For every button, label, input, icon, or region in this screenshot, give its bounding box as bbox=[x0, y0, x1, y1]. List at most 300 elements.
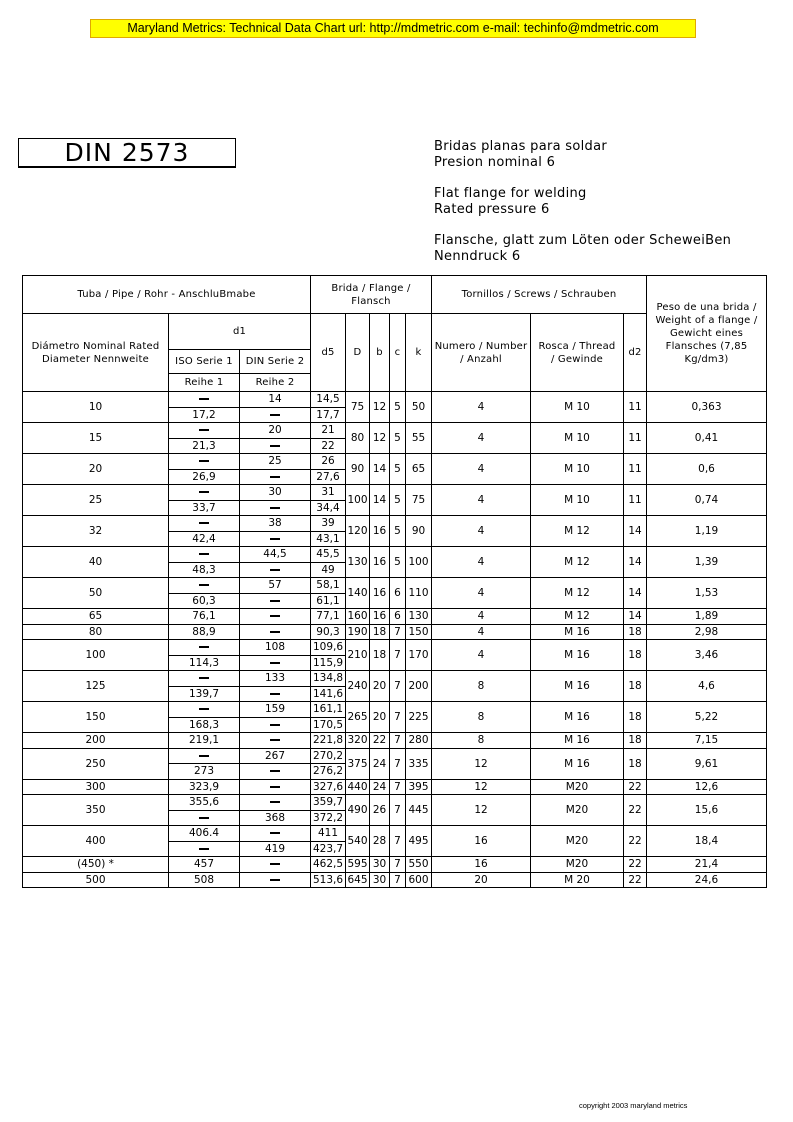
cell-c: 7 bbox=[390, 671, 406, 702]
table-row bbox=[23, 516, 767, 532]
cell-din-serie bbox=[240, 857, 311, 873]
cell-d5: 17,7 bbox=[311, 407, 346, 423]
dash-mark bbox=[199, 584, 209, 586]
header-number: Numero / Number / Anzahl bbox=[432, 314, 531, 392]
cell-d5: 359,7 bbox=[311, 795, 346, 811]
table-row bbox=[23, 671, 767, 687]
cell-d5: 161,1 bbox=[311, 702, 346, 718]
table-row bbox=[23, 609, 767, 625]
cell-iso-serie bbox=[169, 454, 240, 470]
table-row bbox=[23, 702, 767, 718]
cell-din-serie: 419 bbox=[240, 841, 311, 857]
cell-screw-number: 4 bbox=[432, 485, 531, 516]
cell-D: 375 bbox=[346, 748, 370, 779]
table-row bbox=[23, 748, 767, 764]
table-row bbox=[23, 624, 767, 640]
description-spanish bbox=[434, 139, 607, 171]
dash-mark bbox=[199, 553, 209, 555]
cell-thread: M 20 bbox=[531, 872, 624, 888]
cell-weight: 18,4 bbox=[647, 826, 767, 857]
table-row bbox=[23, 857, 767, 873]
cell-nominal-diameter: 32 bbox=[23, 516, 169, 547]
cell-c: 7 bbox=[390, 640, 406, 671]
cell-screw-number: 4 bbox=[432, 392, 531, 423]
dash-mark bbox=[199, 848, 209, 850]
cell-din-serie bbox=[240, 686, 311, 702]
cell-D: 265 bbox=[346, 702, 370, 733]
cell-weight: 2,98 bbox=[647, 624, 767, 640]
cell-iso-serie bbox=[169, 547, 240, 563]
cell-din-serie: 159 bbox=[240, 702, 311, 718]
cell-D: 160 bbox=[347, 610, 368, 623]
cell-weight: 5,22 bbox=[647, 702, 767, 733]
cell-k: 110 bbox=[406, 578, 432, 609]
cell-screw-number: 8 bbox=[432, 702, 531, 733]
header-flange-group: Brida / Flange / Flansch bbox=[311, 276, 432, 314]
cell-iso-serie: 60,3 bbox=[169, 593, 240, 609]
cell-D: 80 bbox=[346, 423, 370, 454]
header-screws-group: Tornillos / Screws / Schrauben bbox=[432, 276, 647, 314]
dash-mark bbox=[270, 863, 280, 865]
cell-weight: 0,6 bbox=[647, 454, 767, 485]
cell-iso-serie bbox=[169, 640, 240, 656]
cell-b: 30 bbox=[370, 857, 390, 873]
cell-weight: 24,6 bbox=[647, 872, 767, 888]
cell-b: 24 bbox=[370, 748, 390, 779]
cell-screw-number: 4 bbox=[432, 624, 531, 640]
description-line: Flat flange for welding bbox=[434, 186, 587, 201]
cell-thread: M 16 bbox=[531, 624, 624, 640]
cell-thread: M 10 bbox=[531, 454, 624, 485]
cell-d2: 11 bbox=[624, 392, 647, 423]
cell-thread: M 12 bbox=[531, 547, 624, 578]
cell-d5: 90,3 bbox=[311, 624, 346, 640]
cell-din-serie: 25 bbox=[240, 454, 311, 470]
cell-d2: 11 bbox=[624, 423, 647, 454]
cell-d2: 14 bbox=[624, 516, 647, 547]
cell-d5: 45,5 bbox=[311, 547, 346, 563]
header-reihe-1: Reihe 1 bbox=[169, 374, 240, 392]
cell-iso-serie: 406.4 bbox=[169, 826, 240, 842]
cell-d5: 49 bbox=[311, 562, 346, 578]
cell-din-serie: 20 bbox=[240, 423, 311, 439]
table-row bbox=[23, 640, 767, 656]
cell-iso-serie: 88,9 bbox=[169, 624, 240, 640]
cell-iso-serie: 219,1 bbox=[169, 733, 240, 749]
cell-screw-number: 12 bbox=[432, 795, 531, 826]
cell-weight: 4,6 bbox=[647, 671, 767, 702]
cell-screw-number: 20 bbox=[432, 872, 531, 888]
cell-nominal-diameter: 125 bbox=[23, 671, 169, 702]
cell-d5: 77,1 bbox=[311, 609, 346, 625]
cell-d5: 372,2 bbox=[311, 810, 346, 826]
cell-c: 7 bbox=[390, 826, 406, 857]
cell-iso-serie bbox=[169, 841, 240, 857]
cell-D: 140 bbox=[346, 578, 370, 609]
cell-din-serie bbox=[240, 733, 311, 749]
cell-d2: 18 bbox=[624, 624, 647, 640]
cell-b: 12 bbox=[370, 423, 390, 454]
cell-k: 225 bbox=[406, 702, 432, 733]
dash-mark bbox=[199, 677, 209, 679]
cell-din-serie: 44,5 bbox=[240, 547, 311, 563]
description-german bbox=[434, 233, 731, 265]
cell-thread: M 10 bbox=[531, 392, 624, 423]
cell-screw-number: 16 bbox=[432, 826, 531, 857]
cell-D: 240 bbox=[346, 671, 370, 702]
description-line: Rated pressure 6 bbox=[434, 202, 550, 217]
cell-c: 7 bbox=[390, 702, 406, 733]
cell-k: 200 bbox=[406, 671, 432, 702]
cell-iso-serie: 42,4 bbox=[169, 531, 240, 547]
header-d2: d2 bbox=[624, 314, 647, 392]
header-b: b bbox=[370, 314, 390, 392]
cell-D: 645 bbox=[347, 873, 368, 886]
cell-din-serie bbox=[240, 655, 311, 671]
cell-iso-serie: 76,1 bbox=[169, 609, 240, 625]
description-line: Flansche, glatt zum Löten oder ScheweiBen bbox=[434, 233, 732, 248]
dash-mark bbox=[270, 770, 280, 772]
cell-thread: M 16 bbox=[531, 702, 624, 733]
cell-d5: 27,6 bbox=[311, 469, 346, 485]
standard-title: DIN 2573 bbox=[18, 138, 236, 168]
cell-iso-serie bbox=[169, 810, 240, 826]
table-row bbox=[23, 779, 767, 795]
cell-iso-serie: 48,3 bbox=[169, 562, 240, 578]
cell-c: 5 bbox=[390, 547, 406, 578]
dash-mark bbox=[270, 832, 280, 834]
cell-weight: 12,6 bbox=[647, 779, 767, 795]
table-row bbox=[23, 733, 767, 749]
cell-k: 50 bbox=[406, 392, 432, 423]
cell-iso-serie: 21,3 bbox=[169, 438, 240, 454]
cell-thread: M 12 bbox=[531, 609, 624, 625]
cell-d2: 18 bbox=[624, 748, 647, 779]
dash-mark bbox=[270, 569, 280, 571]
cell-D: 210 bbox=[346, 640, 370, 671]
cell-weight: 9,61 bbox=[647, 748, 767, 779]
cell-b: 14 bbox=[370, 454, 390, 485]
cell-d5: 513,6 bbox=[311, 872, 346, 888]
cell-k: 170 bbox=[406, 640, 432, 671]
cell-D: 90 bbox=[346, 454, 370, 485]
cell-din-serie: 368 bbox=[240, 810, 311, 826]
table-row bbox=[23, 578, 767, 594]
cell-din-serie bbox=[240, 407, 311, 423]
cell-b: 20 bbox=[370, 671, 390, 702]
dash-mark bbox=[270, 739, 280, 741]
table-row bbox=[23, 826, 767, 842]
cell-din-serie bbox=[240, 795, 311, 811]
cell-iso-serie: 273 bbox=[169, 764, 240, 780]
cell-iso-serie bbox=[169, 702, 240, 718]
dash-mark bbox=[270, 476, 280, 478]
dash-mark bbox=[270, 538, 280, 540]
cell-D: 320 bbox=[347, 734, 368, 747]
dash-mark bbox=[199, 708, 209, 710]
flange-spec-table bbox=[22, 275, 767, 888]
cell-thread: M 10 bbox=[531, 485, 624, 516]
cell-d5: 26 bbox=[311, 454, 346, 470]
cell-d2: 14 bbox=[624, 547, 647, 578]
cell-iso-serie: 168,3 bbox=[169, 717, 240, 733]
cell-iso-serie bbox=[169, 516, 240, 532]
header-reihe-2: Reihe 2 bbox=[240, 374, 311, 392]
cell-d2: 22 bbox=[624, 857, 647, 873]
cell-thread: M 16 bbox=[531, 748, 624, 779]
cell-k: 280 bbox=[406, 733, 432, 749]
cell-din-serie bbox=[240, 469, 311, 485]
cell-iso-serie bbox=[169, 485, 240, 501]
dash-mark bbox=[270, 631, 280, 633]
dash-mark bbox=[270, 662, 280, 664]
cell-thread: M20 bbox=[531, 857, 624, 873]
cell-d2: 22 bbox=[624, 872, 647, 888]
cell-iso-serie: 17,2 bbox=[169, 407, 240, 423]
description-line: Presion nominal 6 bbox=[434, 155, 556, 170]
dash-mark bbox=[199, 491, 209, 493]
dash-mark bbox=[199, 429, 209, 431]
cell-din-serie: 133 bbox=[240, 671, 311, 687]
cell-k: 600 bbox=[406, 872, 432, 888]
cell-thread: M 16 bbox=[531, 640, 624, 671]
cell-k: 90 bbox=[406, 516, 432, 547]
cell-d5: 411 bbox=[311, 826, 346, 842]
cell-d2: 22 bbox=[624, 826, 647, 857]
cell-weight: 0,74 bbox=[647, 485, 767, 516]
cell-iso-serie: 33,7 bbox=[169, 500, 240, 516]
dash-mark bbox=[270, 414, 280, 416]
cell-din-serie: 57 bbox=[240, 578, 311, 594]
cell-d5: 134,8 bbox=[311, 671, 346, 687]
cell-c: 5 bbox=[390, 454, 406, 485]
cell-c: 5 bbox=[390, 392, 406, 423]
cell-c: 7 bbox=[390, 733, 406, 749]
cell-d5: 221,8 bbox=[311, 733, 346, 749]
cell-k: 150 bbox=[406, 624, 432, 640]
cell-din-serie: 30 bbox=[240, 485, 311, 501]
cell-c: 5 bbox=[390, 516, 406, 547]
cell-weight: 21,4 bbox=[647, 857, 767, 873]
cell-screw-number: 12 bbox=[432, 779, 531, 795]
table-row bbox=[23, 547, 767, 563]
dash-mark bbox=[199, 646, 209, 648]
cell-weight: 0,363 bbox=[647, 392, 767, 423]
cell-d2: 18 bbox=[624, 671, 647, 702]
dash-mark bbox=[199, 817, 209, 819]
cell-c: 7 bbox=[390, 748, 406, 779]
cell-nominal-diameter: 80 bbox=[23, 624, 169, 640]
cell-k: 65 bbox=[406, 454, 432, 485]
cell-iso-serie: 508 bbox=[169, 872, 240, 888]
cell-d2: 18 bbox=[624, 702, 647, 733]
table-row bbox=[23, 795, 767, 811]
cell-D: 100 bbox=[346, 485, 370, 516]
dash-mark bbox=[270, 693, 280, 695]
cell-k: 495 bbox=[406, 826, 432, 857]
cell-nominal-diameter: 250 bbox=[23, 748, 169, 779]
dash-mark bbox=[270, 801, 280, 803]
cell-din-serie bbox=[240, 779, 311, 795]
cell-d5: 423,7 bbox=[311, 841, 346, 857]
cell-b: 22 bbox=[370, 733, 390, 749]
cell-k: 130 bbox=[406, 609, 432, 625]
cell-D: 490 bbox=[346, 795, 370, 826]
cell-D: 190 bbox=[347, 625, 368, 638]
cell-screw-number: 4 bbox=[432, 547, 531, 578]
cell-nominal-diameter: 10 bbox=[23, 392, 169, 423]
cell-b: 26 bbox=[370, 795, 390, 826]
cell-thread: M20 bbox=[531, 795, 624, 826]
cell-thread: M 16 bbox=[531, 671, 624, 702]
cell-screw-number: 4 bbox=[432, 609, 531, 625]
cell-d5: 276,2 bbox=[311, 764, 346, 780]
dash-mark bbox=[270, 507, 280, 509]
table-row bbox=[23, 423, 767, 439]
cell-k: 395 bbox=[406, 779, 432, 795]
cell-d5: 34,4 bbox=[311, 500, 346, 516]
table-row bbox=[23, 392, 767, 408]
header-nominal-diameter: Diámetro Nominal Rated Diameter Nennweite bbox=[23, 314, 169, 392]
cell-screw-number: 4 bbox=[432, 423, 531, 454]
cell-iso-serie bbox=[169, 578, 240, 594]
cell-d5: 270,2 bbox=[311, 748, 346, 764]
cell-nominal-diameter: 20 bbox=[23, 454, 169, 485]
cell-k: 550 bbox=[406, 857, 432, 873]
cell-screw-number: 16 bbox=[432, 857, 531, 873]
cell-k: 55 bbox=[406, 423, 432, 454]
cell-weight: 1,89 bbox=[647, 609, 767, 625]
cell-thread: M20 bbox=[531, 779, 624, 795]
cell-din-serie bbox=[240, 593, 311, 609]
cell-b: 18 bbox=[370, 640, 390, 671]
cell-screw-number: 4 bbox=[432, 640, 531, 671]
cell-din-serie bbox=[240, 826, 311, 842]
cell-d5: 21 bbox=[311, 423, 346, 439]
table-row bbox=[23, 485, 767, 501]
header-c: c bbox=[390, 314, 406, 392]
cell-d5: 61,1 bbox=[311, 593, 346, 609]
cell-d2: 14 bbox=[624, 609, 647, 625]
cell-screw-number: 4 bbox=[432, 578, 531, 609]
cell-weight: 1,53 bbox=[647, 578, 767, 609]
cell-screw-number: 12 bbox=[432, 748, 531, 779]
cell-b: 20 bbox=[370, 702, 390, 733]
cell-nominal-diameter: 200 bbox=[23, 733, 169, 749]
cell-weight: 0,41 bbox=[647, 423, 767, 454]
cell-iso-serie: 457 bbox=[169, 857, 240, 873]
cell-c: 7 bbox=[390, 872, 406, 888]
cell-din-serie bbox=[240, 872, 311, 888]
cell-d2: 11 bbox=[624, 454, 647, 485]
cell-d5: 462,5 bbox=[311, 857, 346, 873]
cell-k: 445 bbox=[406, 795, 432, 826]
cell-c: 5 bbox=[390, 423, 406, 454]
cell-nominal-diameter: 150 bbox=[23, 702, 169, 733]
header-iso-serie: ISO Serie 1 bbox=[169, 350, 240, 374]
cell-din-serie bbox=[240, 562, 311, 578]
cell-c: 7 bbox=[390, 779, 406, 795]
cell-D: 130 bbox=[346, 547, 370, 578]
cell-iso-serie: 114,3 bbox=[169, 655, 240, 671]
cell-iso-serie: 139,7 bbox=[169, 686, 240, 702]
cell-c: 7 bbox=[390, 857, 406, 873]
cell-nominal-diameter: 100 bbox=[23, 640, 169, 671]
cell-b: 12 bbox=[370, 392, 390, 423]
cell-nominal-diameter: 300 bbox=[23, 779, 169, 795]
cell-k: 100 bbox=[406, 547, 432, 578]
cell-screw-number: 4 bbox=[432, 454, 531, 485]
cell-din-serie bbox=[240, 531, 311, 547]
cell-d5: 22 bbox=[311, 438, 346, 454]
cell-nominal-diameter: 350 bbox=[23, 795, 169, 826]
header-d1: d1 bbox=[169, 314, 311, 350]
cell-nominal-diameter: 40 bbox=[23, 547, 169, 578]
cell-k: 75 bbox=[406, 485, 432, 516]
header-thread: Rosca / Thread / Gewinde bbox=[531, 314, 624, 392]
dash-mark bbox=[270, 724, 280, 726]
cell-d5: 43,1 bbox=[311, 531, 346, 547]
cell-thread: M 12 bbox=[531, 578, 624, 609]
table-body bbox=[23, 392, 767, 888]
cell-iso-serie: 355,6 bbox=[169, 795, 240, 811]
cell-D: 120 bbox=[346, 516, 370, 547]
cell-iso-serie bbox=[169, 392, 240, 408]
cell-nominal-diameter: 15 bbox=[23, 423, 169, 454]
cell-d5: 58,1 bbox=[311, 578, 346, 594]
cell-thread: M 12 bbox=[531, 516, 624, 547]
cell-c: 5 bbox=[390, 485, 406, 516]
cell-d5: 39 bbox=[311, 516, 346, 532]
copyright-footer: copyright 2003 maryland metrics bbox=[579, 1101, 688, 1110]
dash-mark bbox=[270, 445, 280, 447]
cell-nominal-diameter: 400 bbox=[23, 826, 169, 857]
cell-iso-serie: 323,9 bbox=[169, 779, 240, 795]
header-d5: d5 bbox=[311, 314, 346, 392]
cell-iso-serie bbox=[169, 671, 240, 687]
cell-iso-serie bbox=[169, 423, 240, 439]
dash-mark bbox=[199, 460, 209, 462]
dash-mark bbox=[199, 398, 209, 400]
header-k: k bbox=[406, 314, 432, 392]
dash-mark bbox=[199, 755, 209, 757]
description-line: Nenndruck 6 bbox=[434, 249, 521, 264]
cell-din-serie: 38 bbox=[240, 516, 311, 532]
cell-b: 18 bbox=[370, 624, 390, 640]
cell-d5: 141,6 bbox=[311, 686, 346, 702]
table-row bbox=[23, 872, 767, 888]
cell-b: 30 bbox=[370, 872, 390, 888]
cell-b: 16 bbox=[370, 547, 390, 578]
cell-nominal-diameter: 25 bbox=[23, 485, 169, 516]
header-weight: Peso de una brida / Weight of a flange / Gewicht eines Flansches (7,85 Kg/dm3) bbox=[647, 276, 767, 392]
cell-iso-serie: 26,9 bbox=[169, 469, 240, 485]
cell-d5: 115,9 bbox=[311, 655, 346, 671]
cell-nominal-diameter: (450) * bbox=[23, 857, 169, 873]
cell-weight: 1,39 bbox=[647, 547, 767, 578]
cell-b: 16 bbox=[370, 578, 390, 609]
cell-k: 335 bbox=[406, 748, 432, 779]
cell-screw-number: 4 bbox=[432, 516, 531, 547]
header-pipe-group: Tuba / Pipe / Rohr - AnschluBmabe bbox=[23, 276, 311, 314]
cell-d5: 109,6 bbox=[311, 640, 346, 656]
cell-din-serie bbox=[240, 624, 311, 640]
cell-din-serie bbox=[240, 717, 311, 733]
header-banner: Maryland Metrics: Technical Data Chart url: http://mdmetric.com e-mail: techinfo@mdmetric.com bbox=[90, 19, 696, 38]
cell-d2: 11 bbox=[624, 485, 647, 516]
cell-thread: M 16 bbox=[531, 733, 624, 749]
description-line: Bridas planas para soldar bbox=[434, 139, 608, 154]
